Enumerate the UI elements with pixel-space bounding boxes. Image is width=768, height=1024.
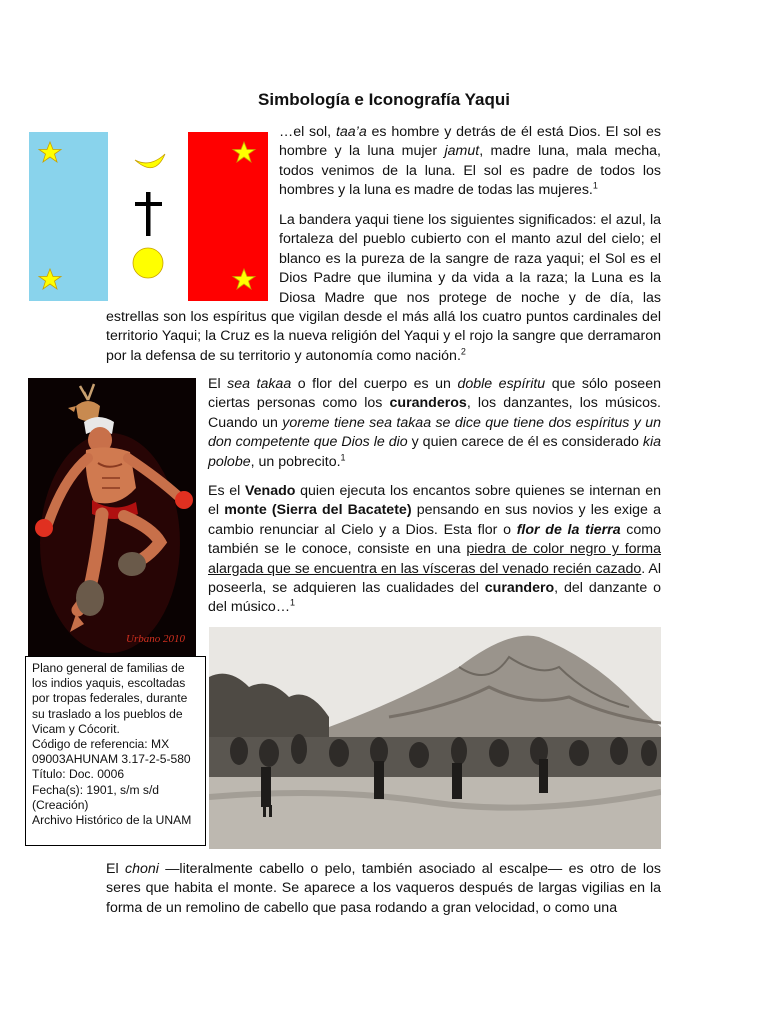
caption-reference-value: 09003AHUNAM 3.17-2-5-580 (32, 752, 191, 767)
paragraph-sea-takaa: El sea takaa o flor del cuerpo es un doble espíritu que sólo poseen ciertas personas como los curanderos, los danzantes, los músicos. Cuando un yoreme tiene sea takaa se dice que tiene dos espíritus y un don competente que Dios le dio y quien carece de él es considerado kia polobe, un pobrecito.$^1$ (208, 376, 661, 470)
paragraph-sun-moon: …el sol, taa’a es hombre y detrás de él está Dios. El sol es hombre y la luna mujer jamut, madre luna, mala mecha, todos venimos de la luna. El sol es padre de todos los hombres y la luna es madre de todas las mujeres.$^1$ (279, 124, 662, 199)
page-title: Simbología e Iconografía Yaqui (258, 90, 510, 109)
paragraph-flag-meaning: La bandera yaqui tiene los siguientes significados: el azul, la fortaleza del pueblo cubierto con el manto azul del cielo; el blanco es la pureza de la sangre de raza yaqui; el Sol es el Dios Padre que ilumina y da vida a la raza; la Luna es la Diosa Madre que nos protege de noche y de día, las estrellas son los espíritus que vigilan desde el más allá los cuatro puntos cardinales del territorio Yaqui; la Cruz es la nueva religión del Yaqui y el rojo la sangre que derramaron por la defensa de su territorio y autonomía como nación.$^2$ (106, 212, 661, 364)
caption-reference-label: Código de referencia: MX (32, 737, 170, 752)
paragraph-venado: Es el Venado quien ejecuta los encantos sobre quienes se internan en el monte (Sierra del Bacatete) pensando en sus novios y les exige a cambio renunciar al Cielo y a Dios. Esta flor o flor de la tierra como también se le conoce, consiste en una piedra de color negro y forma alargada que se encuentra en las vísceras del venado recién cazado. Al poseerla, se adquieren las cualidades del curandero, del danzante o del músico…$^1$ (208, 483, 662, 616)
star-icon (39, 142, 61, 162)
deer-dancer-painting (28, 378, 196, 656)
historical-photo-yaqui-families (209, 627, 661, 849)
star-icon (233, 142, 255, 162)
caption-title: Título: Doc. 0006 (32, 767, 125, 782)
caption-date: Fecha(s): 1901, s/m s/d (Creación) (32, 782, 160, 812)
crescent-moon-icon (135, 154, 165, 168)
photo-caption (25, 656, 206, 846)
painting-signature: Urbano 2010 (126, 633, 185, 645)
paragraph-choni: El choni —literalmente cabello o pelo, también asociado al escalpe— es otro de los seres que habita el monte. Se aparece a los vaqueros después de largas vigilias en la forma de un remolino de cabello que pasa rodando a gran velocidad, o como una (106, 861, 661, 916)
caption-description: Plano general de familias de los indios yaquis, escoltadas por tropas federales, durante su traslado a los pueblos de Vicam y Cócorit. (32, 661, 188, 736)
star-icon (39, 269, 61, 289)
caption-archive: Archivo Histórico de la UNAM (32, 813, 192, 828)
